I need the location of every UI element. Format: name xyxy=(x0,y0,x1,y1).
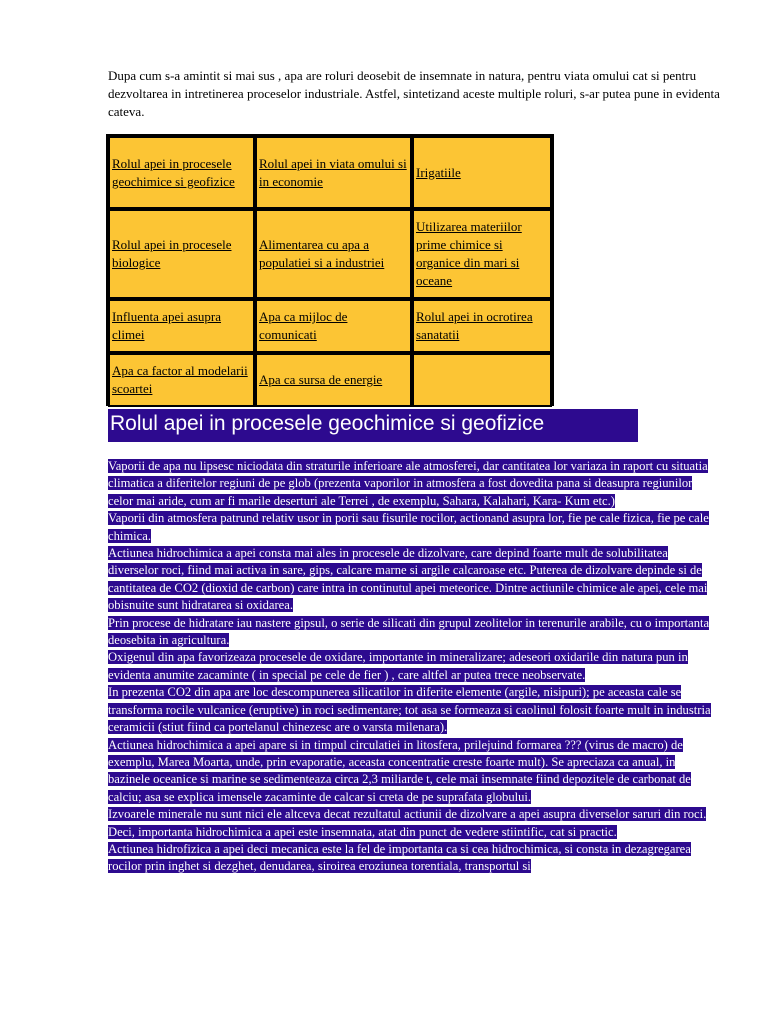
table-cell[interactable] xyxy=(256,210,411,298)
highlighted-text: Oxigenul din apa favorizeaza procesele de oxidare, importante in mineralizare; adeseori oxidarile din natura pun in evidenta anumite zacaminte ( in special pe cele de fier ) , care altfel ar putea trece neobservate. xyxy=(108,650,688,682)
table-cell[interactable] xyxy=(109,210,254,298)
table-cell-link[interactable]: Rolul apei in procesele geochimice si geofizice xyxy=(112,155,235,189)
body-paragraph xyxy=(108,545,720,615)
section-heading: Rolul apei in procesele geochimice si geofizice xyxy=(108,409,638,442)
table-cell-link[interactable]: Rolul apei in viata omului si in economie xyxy=(259,155,407,189)
table-cell[interactable] xyxy=(256,137,411,208)
table-cell[interactable] xyxy=(109,137,254,208)
table-cell-link[interactable]: Apa ca sursa de energie xyxy=(259,372,383,387)
intro-paragraph: Dupa cum s-a amintit si mai sus , apa are roluri deosebit de insemnate in natura, pentru viata omului cat si pentru dezvoltarea in intretinerea proceselor industriale. Astfel, sintetizand aceste multiple roluri, s-ar putea pune in evidenta cateva. xyxy=(108,68,720,119)
table-cell[interactable] xyxy=(256,300,411,352)
highlighted-text: Prin procese de hidratare iau nastere gipsul, o serie de silicati din grupul zeolitelor in terenurile arabile, cu o importanta deosebita in agricultura. xyxy=(108,615,710,648)
highlighted-text: In prezenta CO2 din apa are loc descompunerea silicatilor in diferite elemente (argile, nisipuri); pe aceasta cale se transforma rocile vulcanice (eruptive) in roci sedimentare; tot asa se formeaza si caolinul folosit foarte mult in industria ceramicii (stiut fiind ca portelanul chinezesc are o varsta milenara). xyxy=(108,685,711,735)
table-cell-link[interactable]: Utilizarea materiilor prime chimice si organice din mari si oceane xyxy=(416,219,522,288)
table-cell-link[interactable]: Rolul apei in ocrotirea sanatatii xyxy=(416,309,533,342)
table-cell-link[interactable]: Alimentarea cu apa a populatiei si a industriei xyxy=(259,237,385,270)
table-cell-link[interactable]: Apa ca mijloc de comunicati xyxy=(259,309,348,342)
table-cell-link[interactable]: Irigatiile xyxy=(416,164,461,180)
highlighted-text: Vaporii din atmosfera patrund relativ usor in porii sau fisurile rocilor, actionand asupra lor, fie pe cale fizica, fie pe cale chimica. xyxy=(108,511,709,543)
table-cell[interactable] xyxy=(109,354,254,406)
table-cell[interactable] xyxy=(413,300,551,352)
body-paragraph xyxy=(108,806,720,823)
body-paragraph xyxy=(108,649,720,684)
roles-table xyxy=(106,134,554,406)
body-paragraph xyxy=(108,824,720,841)
body-paragraph xyxy=(108,458,720,510)
body-paragraph xyxy=(108,510,720,545)
table-cell[interactable] xyxy=(413,210,551,298)
table-cell[interactable] xyxy=(109,300,254,352)
body-paragraph xyxy=(108,737,720,807)
highlighted-text: Vaporii de apa nu lipsesc niciodata din straturile inferioare ale atmosferei, dar cantitatea lor variaza in raport cu situatia climatica a diferitelor regiuni de pe glob (prezenta vaporilor in atmosfera a fost dovedita pana si deasupra regiunilor celor mai aride, cum ar fi marile deserturi ale Terrei , de exemplu, Sahara, Kalahari, Kara- Kum etc.) xyxy=(108,459,708,508)
highlighted-text: Actiunea hidrochimica a apei consta mai ales in procesele de dizolvare, care depind foarte mult de solubilitatea diverselor roci, fiind mai activa in sare, gips, calcare marne si argile calcaroase etc. Puterea de dizolvare depinde si de cantitatea de CO2 (dioxid de carbon) care intra in continutul apei meteorice. Dintre actiunile chimice ale apei, cele mai obisnuite sunt hidratarea si oxidarea. xyxy=(108,546,708,613)
highlighted-text: Actiunea hidrochimica a apei apare si in timpul circulatiei in litosfera, prilejuind formarea ??? (virus de macro) de exemplu, Marea Moarta, unde, prin evaporatie, aceasta concentratie creste foarte mult). Se apreciaza ca anual, in bazinele oceanice si marine se sedimenteaza circa 2,3 miliarde t, cele mai insemnate fiind depozitele de carbonat de calciu; asa se explica imensele zacaminte de calcar si creta de pe suprafata globului. xyxy=(108,737,691,804)
highlighted-text: Izvoarele minerale nu sunt nici ele altceva decat rezultatul actiunii de dizolvare a apei asupra diverselor saruri din roci. xyxy=(108,807,707,822)
section-body xyxy=(108,458,720,876)
body-paragraph xyxy=(108,841,720,876)
highlighted-text: Actiunea hidrofizica a apei deci mecanica este la fel de importanta ca si cea hidrochimica, si consta in dezagregarea rocilor prin inghet si dezghet, denudarea, siroirea eroziunea torentiala, transportul si xyxy=(108,841,691,874)
body-paragraph xyxy=(108,684,720,736)
table-cell[interactable] xyxy=(256,354,411,406)
table-cell-empty xyxy=(413,354,551,406)
highlighted-text: Deci, importanta hidrochimica a apei este insemnata, atat din punct de vedere stiintific, cat si practic. xyxy=(108,824,617,839)
table-cell[interactable] xyxy=(413,137,551,208)
table-cell-link[interactable]: Influenta apei asupra climei xyxy=(112,309,222,342)
table-cell-link[interactable]: Rolul apei in procesele biologice xyxy=(112,237,232,270)
table-cell-link[interactable]: Apa ca factor al modelarii scoartei xyxy=(112,363,248,396)
body-paragraph xyxy=(108,615,720,650)
